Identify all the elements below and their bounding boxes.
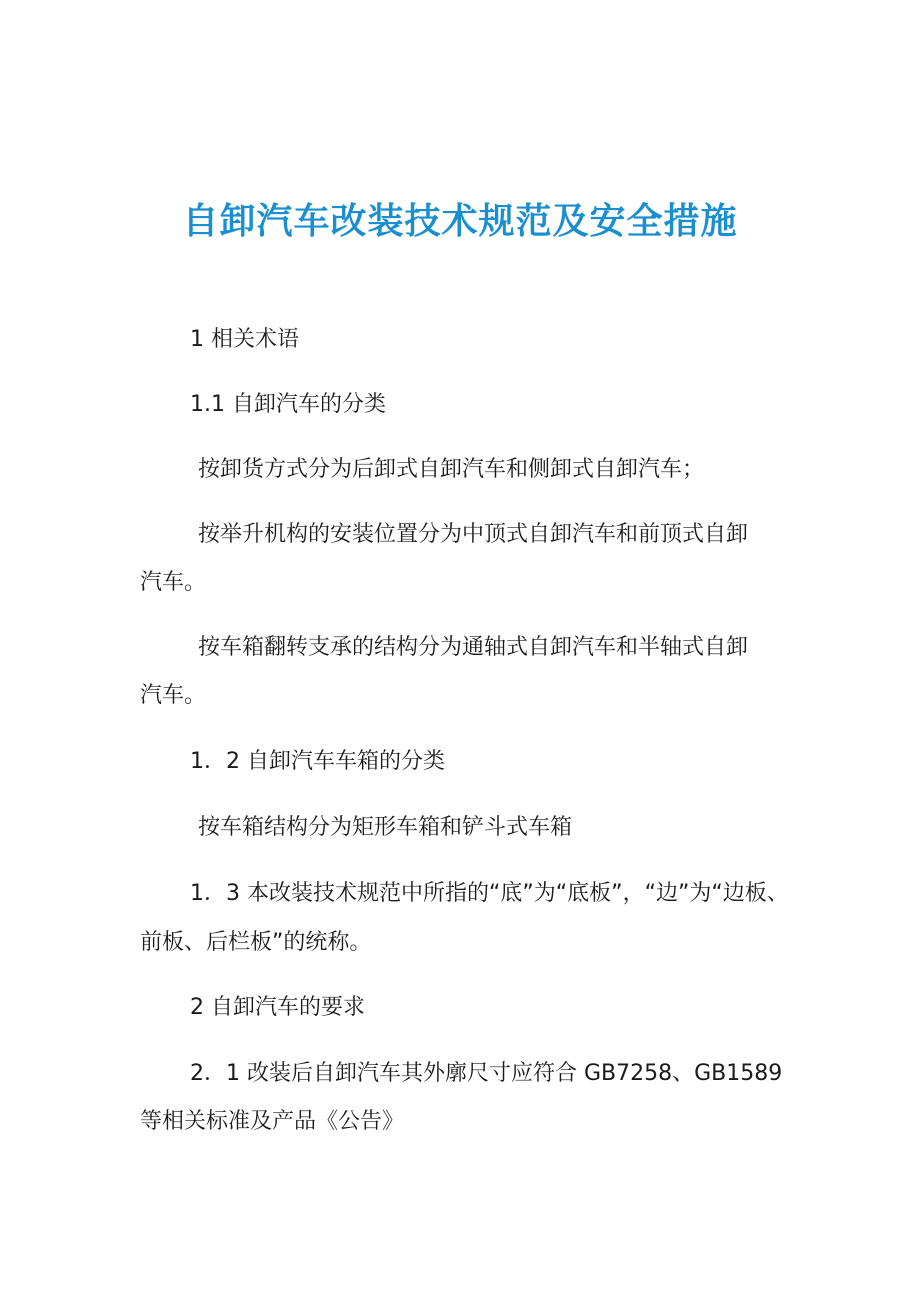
paragraph-line: 汽车。 [140,570,207,595]
subsection-heading: 1．2 自卸汽车车箱的分类 [190,749,445,774]
document-title: 自卸汽车改装技术规范及安全措施 [182,201,738,242]
paragraph-line: 2．1 改装后自卸汽车其外廓尺寸应符合 GB7258、GB1589 [190,1061,783,1086]
section-heading: 2 自卸汽车的要求 [190,995,365,1020]
paragraph-line: 1．3 本改装技术规范中所指的“底”为“底板”，“边”为“边板、 [190,881,789,906]
subsection-heading: 1.1 自卸汽车的分类 [190,392,386,417]
paragraph-line: 按车箱结构分为矩形车箱和铲斗式车箱 [198,815,573,840]
paragraph-line: 前板、后栏板”的统称。 [140,930,372,955]
paragraph-line: 汽车。 [140,683,207,708]
section-heading: 1 相关术语 [190,327,299,352]
paragraph-line: 按车箱翻转支承的结构分为通轴式自卸汽车和半轴式自卸 [198,635,749,660]
paragraph-line: 按卸货方式分为后卸式自卸汽车和侧卸式自卸汽车； [198,457,705,482]
paragraph-line: 等相关标准及产品《公告》 [140,1109,405,1134]
paragraph-line: 按举升机构的安装位置分为中顶式自卸汽车和前顶式自卸 [198,522,749,547]
